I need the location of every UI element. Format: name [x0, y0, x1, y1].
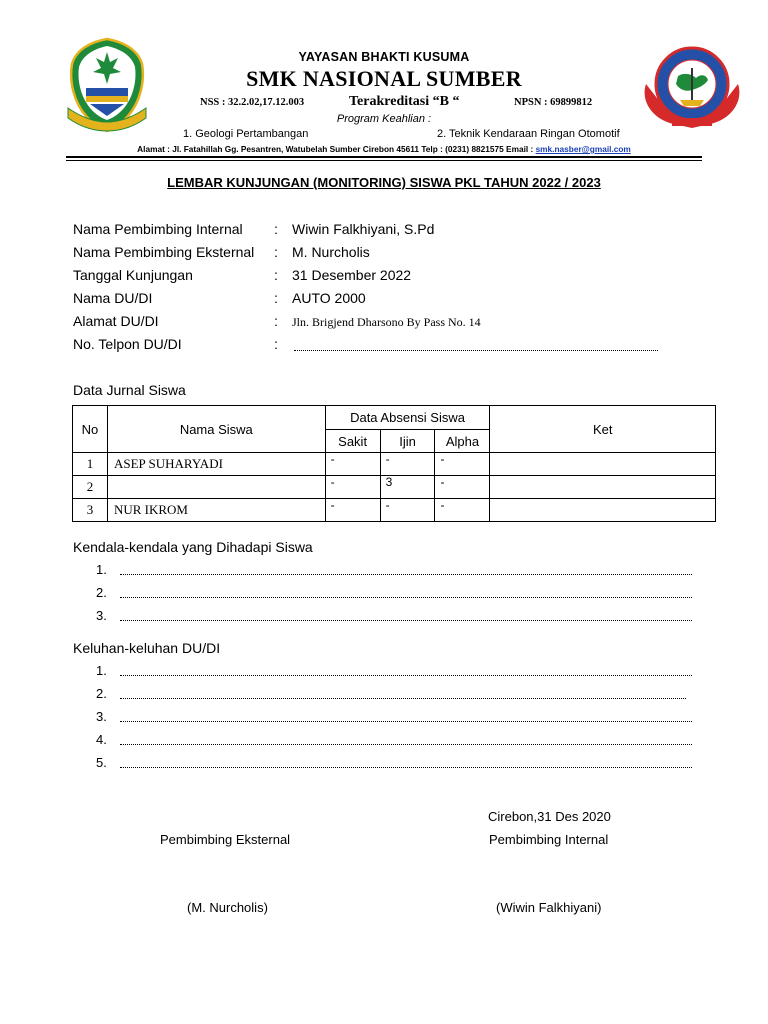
school-address — [0, 144, 768, 154]
info-colon: : — [274, 244, 278, 260]
info-label-company-name: Nama DU/DI — [73, 290, 153, 306]
info-value-internal-supervisor: Wiwin Falkhiyani, S.Pd — [292, 221, 435, 237]
header-rule-thin — [66, 160, 702, 161]
complaint-number: 4. — [96, 732, 107, 747]
row-permit: - — [380, 499, 435, 522]
info-label-company-phone: No. Telpon DU/DI — [73, 336, 182, 352]
table-row — [73, 453, 716, 476]
header-absent: Alpha — [435, 430, 490, 453]
row-no: 2 — [73, 476, 108, 499]
row-student-name: NUR IKROM — [107, 499, 325, 522]
email-link[interactable]: smk.nasber@gmail.com — [535, 144, 631, 154]
info-colon: : — [274, 290, 278, 306]
external-supervisor-name: (M. Nurcholis) — [187, 900, 268, 915]
constraint-number: 3. — [96, 608, 107, 623]
company-phone-blank-line — [294, 349, 658, 351]
row-sick: - — [325, 499, 380, 522]
row-note — [490, 499, 716, 522]
info-colon: : — [274, 336, 278, 352]
row-student-name — [107, 476, 325, 499]
constraint-blank-line — [120, 596, 692, 598]
row-absent: - — [435, 453, 490, 476]
info-colon: : — [274, 313, 278, 329]
info-value-external-supervisor: M. Nurcholis — [292, 244, 370, 260]
program-item-1: 1. Geologi Pertambangan — [183, 128, 309, 140]
complaint-blank-line — [120, 720, 692, 722]
header-rule-thick — [66, 156, 702, 158]
npsn-number: NPSN : 69899812 — [514, 97, 593, 108]
info-value-company-name: AUTO 2000 — [292, 290, 366, 306]
program-title: Program Keahlian : — [336, 113, 432, 125]
external-supervisor-role: Pembimbing Eksternal — [160, 832, 291, 847]
foundation-name: YAYASAN BHAKTI KUSUMA — [298, 50, 470, 64]
journal-section-label: Data Jurnal Siswa — [73, 382, 186, 398]
address-text: Alamat : Jl. Fatahillah Gg. Pesantren, Watubelah Sumber Cirebon 45611 Telp : (0231) 8821575 Email : — [137, 144, 536, 154]
complaint-blank-line — [120, 674, 692, 676]
complaint-number: 1. — [96, 663, 107, 678]
header-permit: Ijin — [380, 430, 435, 453]
row-absent: - — [435, 499, 490, 522]
row-note — [490, 453, 716, 476]
info-colon: : — [274, 221, 278, 237]
row-student-name: ASEP SUHARYADI — [107, 453, 325, 476]
header-sick: Sakit — [325, 430, 380, 453]
constraint-blank-line — [120, 573, 692, 575]
constraint-blank-line — [120, 619, 692, 621]
info-label-visit-date: Tanggal Kunjungan — [73, 267, 193, 283]
constraints-section-label: Kendala-kendala yang Dihadapi Siswa — [73, 539, 313, 555]
school-name: SMK NASIONAL SUMBER — [246, 66, 522, 91]
row-permit: 3 — [380, 476, 435, 499]
info-label-external-supervisor: Nama Pembimbing Eksternal — [73, 244, 255, 260]
internal-supervisor-role: Pembimbing Internal — [489, 832, 609, 847]
place-and-date: Cirebon,31 Des 2020 — [488, 809, 611, 824]
row-no: 3 — [73, 499, 108, 522]
document-title: LEMBAR KUNJUNGAN (MONITORING) SISWA PKL TAHUN 2022 / 2023 — [167, 175, 601, 190]
complaints-section-label: Keluhan-keluhan DU/DI — [73, 640, 221, 656]
info-label-internal-supervisor: Nama Pembimbing Internal — [73, 221, 243, 237]
info-label-company-address: Alamat DU/DI — [73, 313, 159, 329]
complaint-blank-line — [120, 766, 692, 768]
complaint-number: 5. — [96, 755, 107, 770]
program-item-2: 2. Teknik Kendaraan Ringan Otomotif — [437, 128, 620, 140]
header-attendance: Data Absensi Siswa — [325, 406, 490, 430]
constraint-number: 2. — [96, 585, 107, 600]
row-sick: - — [325, 453, 380, 476]
info-value-company-address: Jln. Brigjend Dharsono By Pass No. 14 — [292, 315, 481, 329]
complaint-blank-line — [120, 743, 692, 745]
row-absent: - — [435, 476, 490, 499]
complaint-number: 3. — [96, 709, 107, 724]
table-row — [73, 499, 716, 522]
header-note: Ket — [490, 406, 716, 453]
row-no: 1 — [73, 453, 108, 476]
row-note — [490, 476, 716, 499]
accreditation: Terakreditasi “B “ — [349, 94, 460, 109]
table-row — [73, 476, 716, 499]
complaint-number: 2. — [96, 686, 107, 701]
table-header-row — [73, 406, 716, 430]
constraint-number: 1. — [96, 562, 107, 577]
info-colon: : — [274, 267, 278, 283]
row-permit: - — [380, 453, 435, 476]
student-journal-table — [72, 405, 716, 522]
row-sick: - — [325, 476, 380, 499]
header-student-name: Nama Siswa — [107, 406, 325, 453]
complaint-blank-line — [120, 697, 686, 699]
internal-supervisor-name: (Wiwin Falkhiyani) — [496, 900, 602, 915]
header-no: No — [73, 406, 108, 453]
info-value-visit-date: 31 Desember 2022 — [292, 267, 412, 283]
nss-number: NSS : 32.2.02,17.12.003 — [200, 97, 305, 108]
